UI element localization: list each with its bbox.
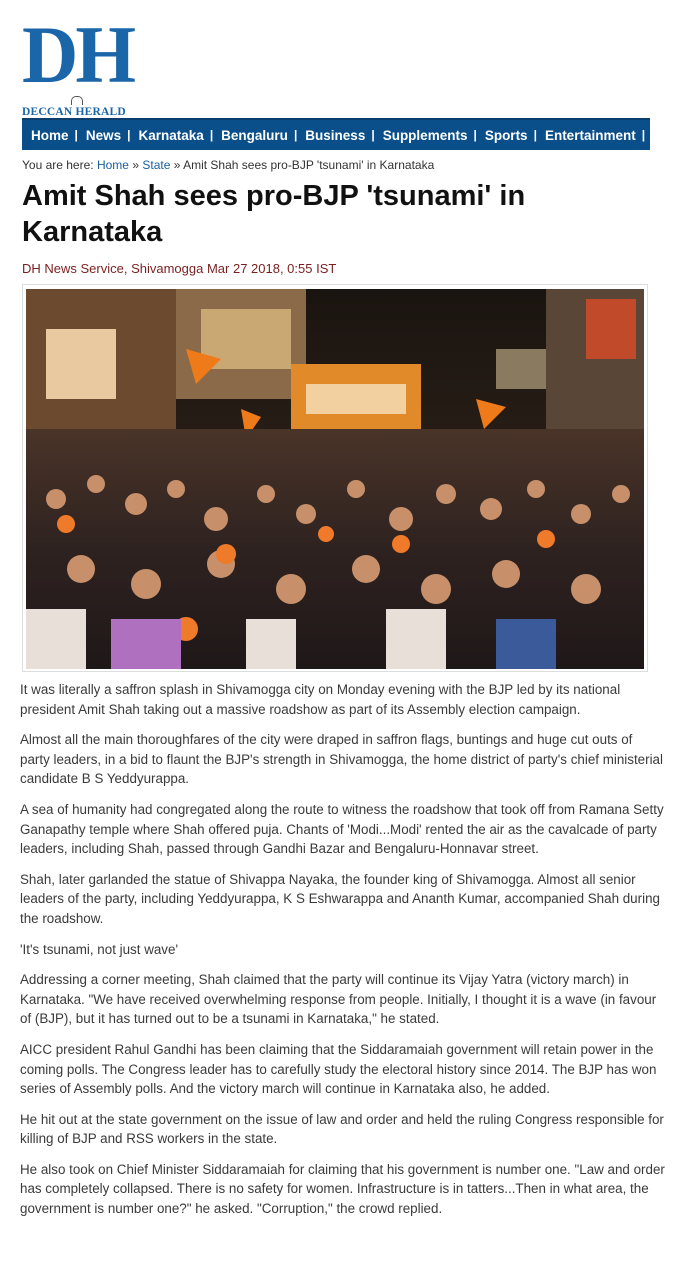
article-byline: DH News Service, Shivamogga Mar 27 2018, 0:55 IST [22, 261, 337, 276]
article-subheading: 'It's tsunami, not just wave' [20, 941, 179, 957]
nav-separator: | [473, 128, 477, 142]
nav-item-sports[interactable]: Sports [484, 127, 528, 143]
breadcrumb-prefix: You are here: [22, 158, 94, 172]
nav-separator: | [293, 128, 298, 142]
article-photo-frame [22, 284, 648, 672]
article-paragraph: He also took on Chief Minister Siddaramaiah for claiming that his government is number one. "Law and order has completely collapsed. There is no safety for women. Infrastructure is in tatters...Then in what area, the government is number one?" he asked. "Corruption," the crowd replied. [20, 1161, 665, 1217]
article-paragraph: It was literally a saffron splash in Shivamogga city on Monday evening with the BJP led by its national president Amit Shah taking out a massive roadshow as part of its Assembly election campaign. [20, 682, 621, 717]
nav-separator: | [127, 128, 131, 142]
site-logo[interactable] [22, 8, 133, 118]
logo-mark: DH [22, 8, 133, 100]
article-body [20, 680, 665, 1230]
nav-item-home[interactable]: Home [31, 127, 69, 143]
breadcrumb-separator: » [132, 158, 140, 172]
article-paragraph: Almost all the main thoroughfares of the city were draped in saffron flags, buntings and huge cut outs of party leaders, in a bid to flaunt the BJP's strength in Shivamogga, the home district of party's chief ministerial candidate B S Yeddyurappa. [20, 732, 663, 787]
nav-separator: | [641, 128, 646, 142]
breadcrumb-home-link[interactable]: Home [96, 158, 129, 172]
nav-item-bengaluru[interactable]: Bengaluru [221, 127, 288, 143]
article-photo [26, 289, 644, 669]
article-paragraph: AICC president Rahul Gandhi has been claiming that the Siddaramaiah government will retain power in the coming polls. The Congress leader has to carefully study the electoral history since 2014. The BJP has won series of Assembly polls. And the victory march will continue in Karnataka also, he added. [20, 1041, 657, 1097]
article-paragraph: A sea of humanity had congregated along the route to witness the roadshow that took off from Ramana Setty Ganapathy temple where Shah offered puja. Chants of 'Modi...Modi' rented the air as the cavalcade of party leaders, including Shah, passed through Gandhi Bazar and Bengaluru-Honnavar street. [20, 801, 664, 857]
breadcrumb [22, 158, 434, 172]
breadcrumb-state-link[interactable]: State [142, 158, 171, 172]
logo-emblem-icon [71, 96, 83, 105]
nav-item-karnataka[interactable]: Karnataka [138, 127, 204, 143]
nav-separator: | [74, 128, 78, 142]
nav-item-entertainment[interactable]: Entertainment [544, 127, 636, 143]
nav-item-news[interactable]: News [85, 127, 122, 143]
nav-item-business[interactable]: Business [305, 127, 366, 143]
main-nav [22, 118, 650, 150]
article-title: Amit Shah sees pro-BJP 'tsunami' in Karnataka [22, 180, 526, 248]
article-paragraph: Addressing a corner meeting, Shah claimed that the party will continue its Vijay Yatra (victory march) in Karnataka. "We have received overwhelming response from people. Initially, I thought it is a wave (in favour of (BJP), but it has turned out to be a tsunami in Karnataka," he stated. [20, 972, 657, 1027]
nav-item-supplements[interactable]: Supplements [382, 127, 468, 143]
article-paragraph: Shah, later garlanded the statue of Shivappa Nayaka, the founder king of Shivamogga. Almost all senior leaders of the party, including Yeddyurappa, K S Eshwarappa and Ananth Kumar, accompanied Shah during the roadshow. [20, 871, 660, 926]
breadcrumb-separator: » [173, 158, 181, 172]
nav-separator: | [371, 128, 375, 142]
nav-separator: | [533, 128, 537, 142]
logo-name: DECCAN HERALD [22, 106, 126, 118]
article-paragraph: He hit out at the state government on the issue of law and order and held the ruling Congress responsible for killing of BJP and RSS workers in the state. [20, 1111, 664, 1147]
breadcrumb-current: Amit Shah sees pro-BJP 'tsunami' in Karnataka [183, 158, 435, 172]
nav-separator: | [209, 128, 214, 142]
